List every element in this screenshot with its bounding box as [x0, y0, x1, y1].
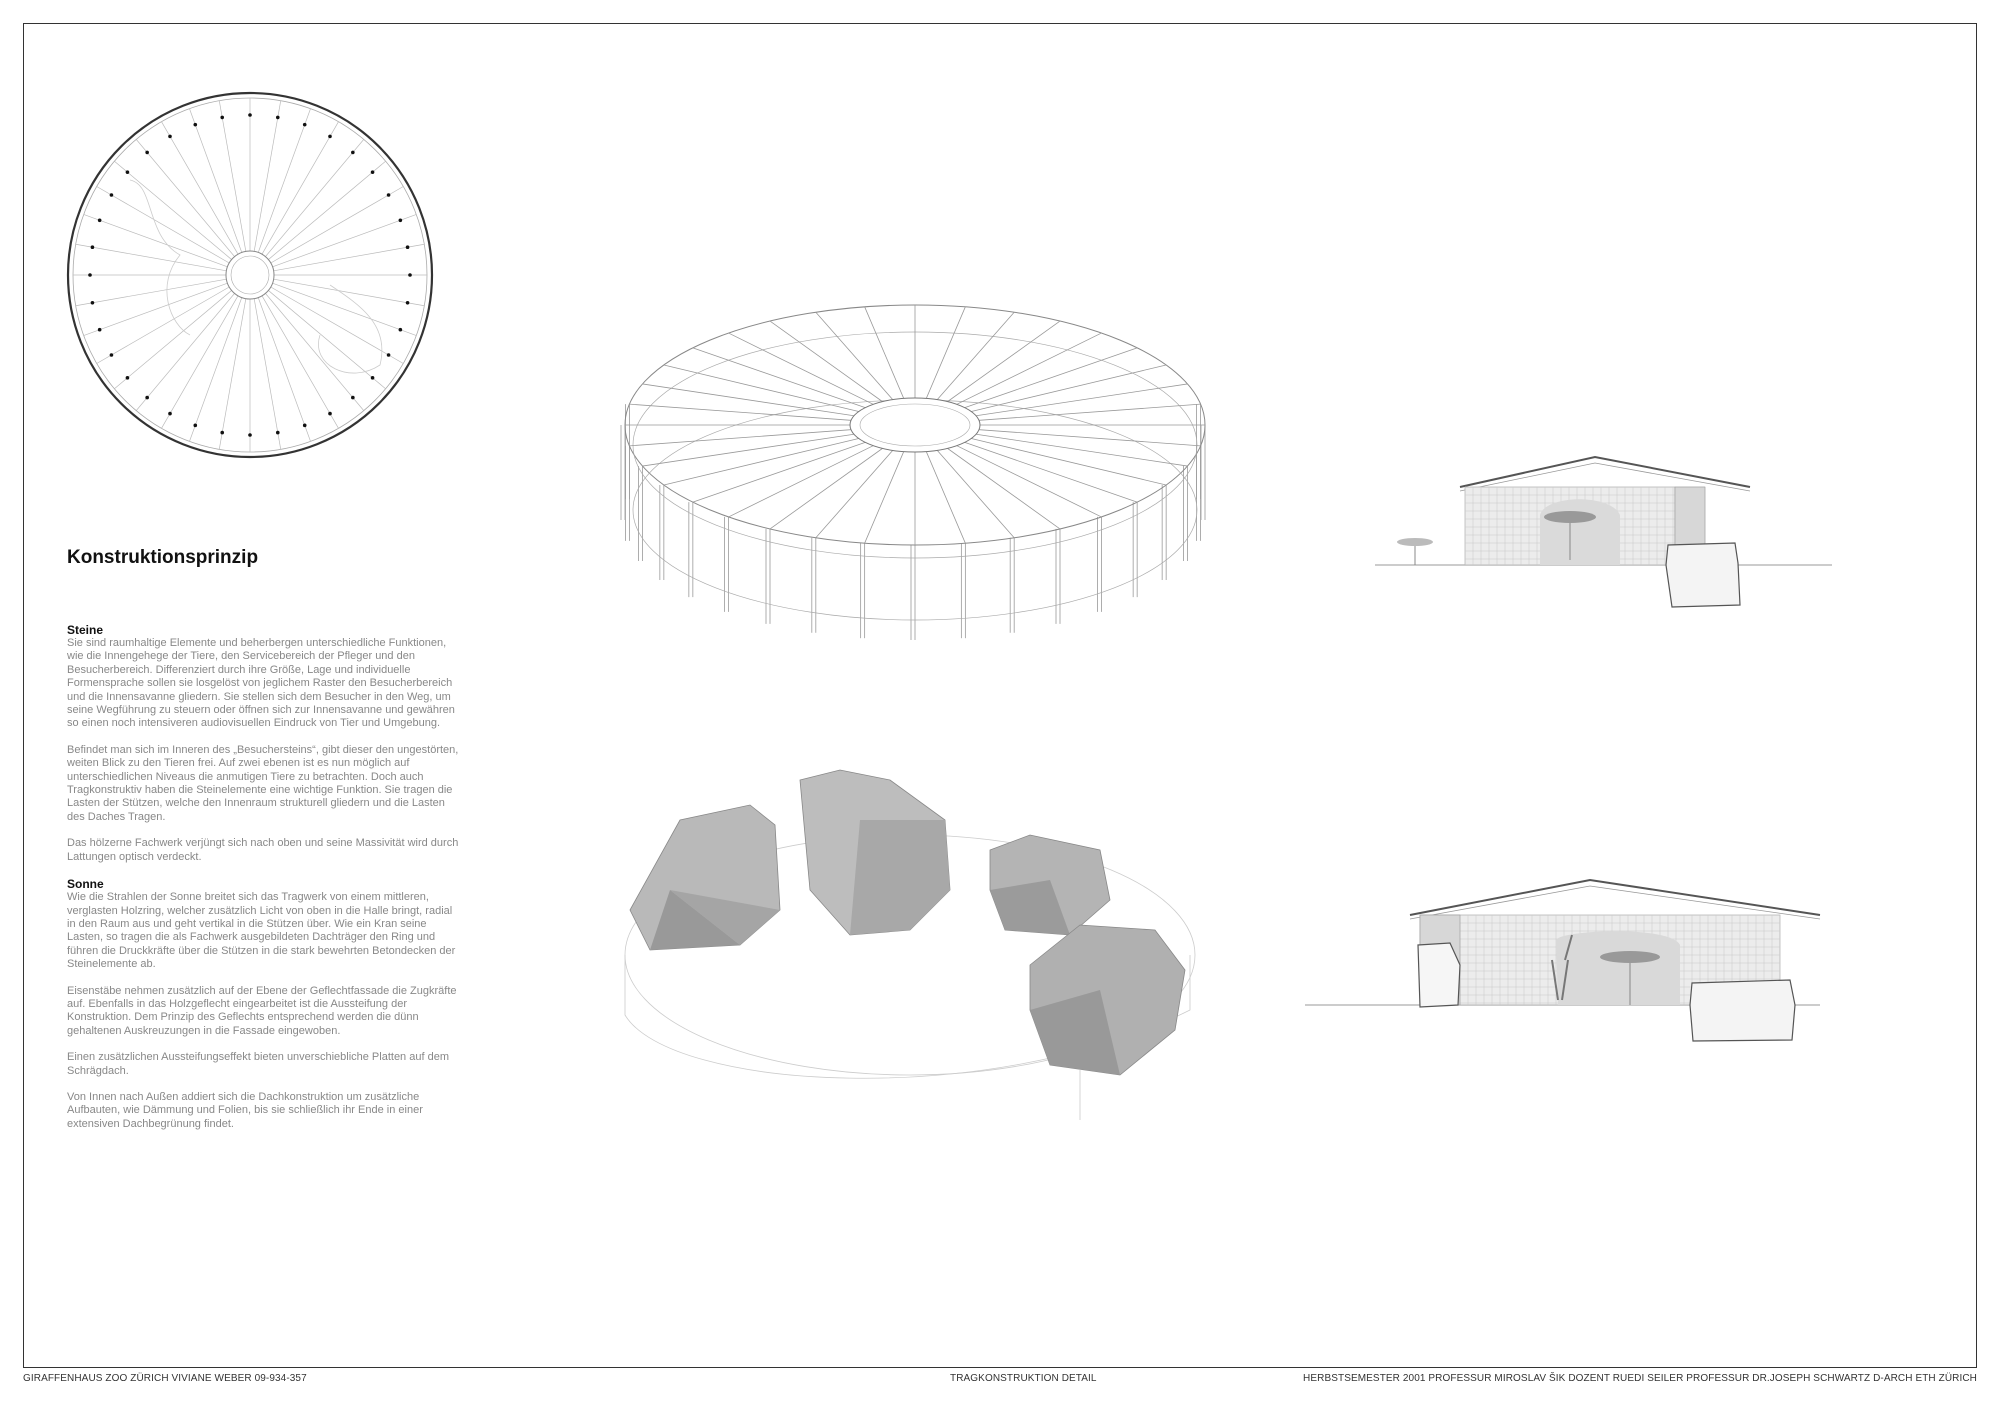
- stones-axonometric: [610, 740, 1230, 1120]
- page-title: Konstruktionsprinzip: [67, 547, 259, 568]
- sonne-paragraph-3: Einen zusätzlichen Aussteifungseffekt bieten unverschiebliche Platten auf dem Schrägdach.: [67, 1051, 449, 1077]
- section-heading-steine: Steine: [67, 623, 104, 637]
- stone-center: [800, 770, 950, 935]
- footer-right: HERBSTSEMESTER 2001 PROFESSUR MIROSLAV ŠIK DOZENT RUEDI SEILER PROFESSUR DR.JOSEPH SCHWARTZ D-ARCH ETH ZÜRICH: [1303, 1373, 1977, 1384]
- roof-structure-axonometric: [615, 300, 1215, 730]
- section-drawing-upper: [1370, 445, 1870, 620]
- steine-paragraph-3: Das hölzerne Fachwerk verjüngt sich nach oben und seine Massivität wird durch Lattungen optisch verdeckt.: [67, 837, 459, 863]
- text-block: [67, 623, 462, 1144]
- stone-left: [630, 805, 780, 950]
- sonne-paragraph-1: Wie die Strahlen der Sonne breitet sich das Tragwerk von einem mittleren, verglasten Holzring, welcher zusätzlich Licht von oben in die Halle bringt, radial in den Raum aus und geht vertikal in die Stützen über. Wie ein Kran seine Lasten, so tragen die als Fachwerk ausgebildeten Dachträger den Ring und führen die Druckkräfte über die Stützen in die stark bewehrten Betondecken der Steinelemente ab.: [67, 891, 456, 971]
- section-heading-sonne: Sonne: [67, 877, 104, 892]
- stone-right-upper: [990, 835, 1110, 935]
- section-drawing-lower: [1300, 865, 1840, 1065]
- footer: [23, 1373, 1977, 1391]
- sonne-paragraph-4: Von Innen nach Außen addiert sich die Dachkonstruktion um zusätzliche Aufbauten, wie Dämmung und Folien, bis sie schließlich ihr Ende in einer extensiven Dachbegrünung findet.: [67, 1090, 423, 1130]
- footer-center: TRAGKONSTRUKTION DETAIL: [950, 1373, 1097, 1384]
- steine-paragraph-1: Sie sind raumhaltige Elemente und beherbergen unterschiedliche Funktionen, wie die Innengehege der Tiere, den Servicebereich der Pfleger und den Besucherbereich. Differenziert durch ihre Größe, Lage und individuelle Formensprache sollen sie losgelöst von jeglichem Raster den Besucherbereich und die Innensavanne gliedern. Sie stellen sich dem Besucher in den Weg, um seine Wegführung zu steuern oder öffnen sich zur Innensavanne und gewähren so einen noch intensiveren audiovisuellen Eindruck von Tier und Umgebung.: [67, 637, 455, 730]
- roof-plan-drawing: [60, 85, 440, 465]
- sonne-paragraph-2: Eisenstäbe nehmen zusätzlich auf der Ebene der Geflechtfassade die Zugkräfte auf. Ebenfalls in das Holzgeflecht eingearbeitet ist die Aussteifung der Konstruktion. Dem Prinzip des Geflechts entsprechend werden die dünn gehaltenen Auskreuzungen in die Fassade eingewoben.: [67, 984, 457, 1037]
- stone-right-lower: [1030, 925, 1185, 1075]
- steine-paragraph-2: Befindet man sich im Inneren des „Besuchersteins“, gibt dieser den ungestörten, weiten Blick zu den Tieren frei. Auf zwei ebenen ist es nun möglich auf unterschiedlichen Niveaus die anmutigen Tiere zu betrachten. Doch auch Tragkonstruktiv haben die Steinelemente eine wichtige Funktion. Sie tragen die Lasten der Stützen, welche den Innenraum strukturell gliedern und die Lasten des Daches Tragen.: [67, 743, 459, 823]
- footer-left: GIRAFFENHAUS ZOO ZÜRICH VIVIANE WEBER 09-934-357: [23, 1373, 307, 1384]
